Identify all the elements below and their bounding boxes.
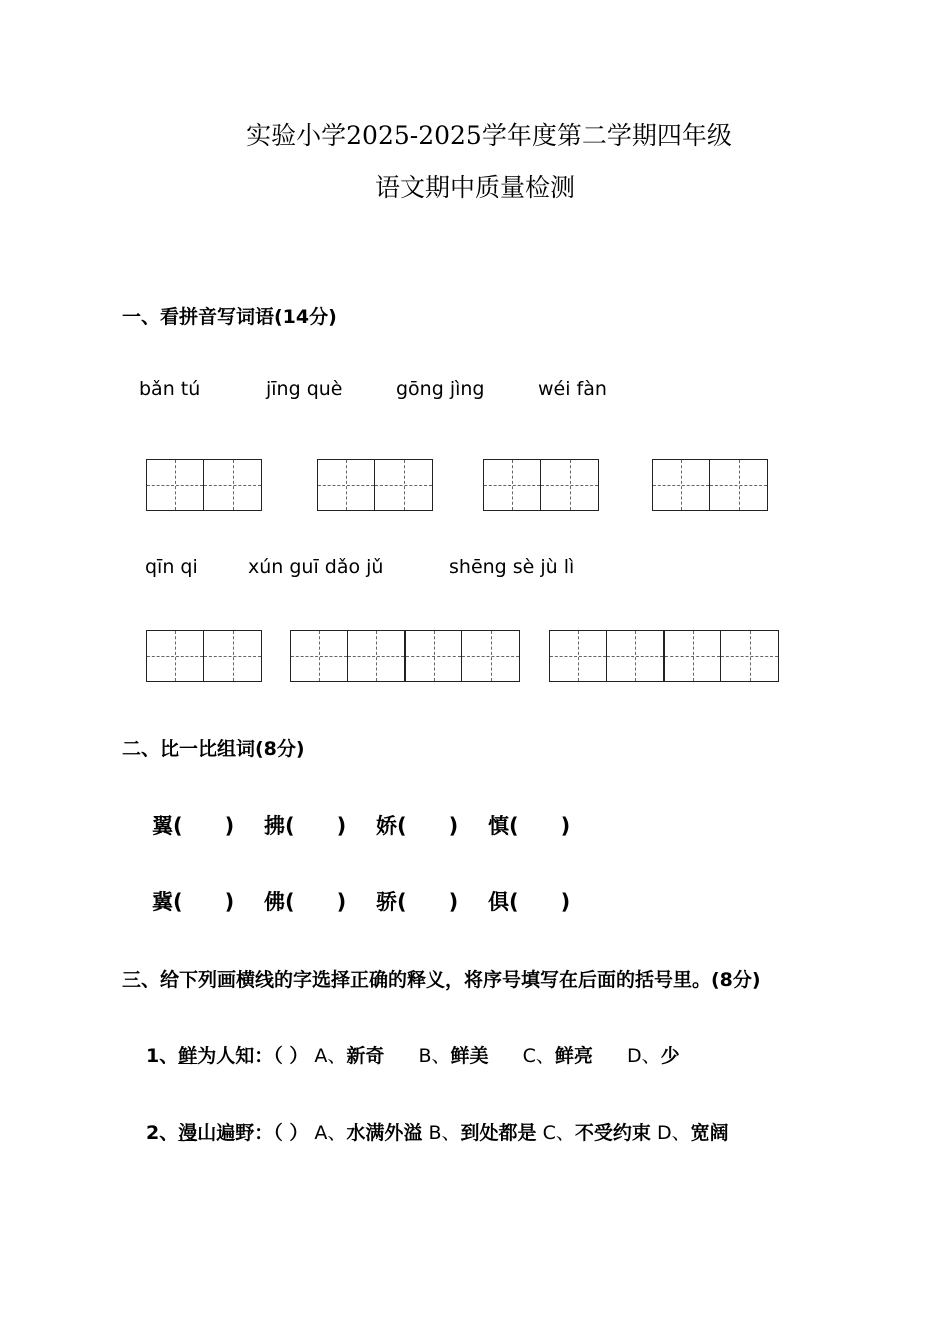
q1-option-d-letter: D、: [626, 1045, 661, 1067]
q2-option-b-letter: B、: [428, 1122, 461, 1144]
compare-item[interactable]: 俱( ): [488, 890, 571, 914]
writing-box[interactable]: [483, 459, 599, 511]
writing-box[interactable]: [317, 459, 433, 511]
compare-item[interactable]: 拂( ): [264, 814, 347, 838]
writing-box[interactable]: [146, 459, 262, 511]
writing-box[interactable]: [290, 630, 520, 682]
section1-heading: 一、看拼音写词语(14分): [122, 306, 337, 328]
q1-option-c-letter: C、: [522, 1045, 555, 1067]
q2-option-d-text: 宽阔: [690, 1122, 729, 1144]
pinyin-1: bǎn tú: [139, 378, 201, 400]
pinyin-4: wéi fàn: [538, 378, 607, 400]
q2-number: 2、: [146, 1122, 179, 1144]
compare-item[interactable]: 冀( ): [152, 890, 235, 914]
q1-option-a-letter: A、: [314, 1045, 347, 1067]
q1-option-c-text: 鲜亮: [554, 1045, 593, 1067]
q2-option-a-letter: A、: [314, 1122, 347, 1144]
compare-item[interactable]: 翼( ): [152, 814, 235, 838]
q1-option-b-text: 鲜美: [450, 1045, 489, 1067]
pinyin-2: jīng què: [266, 378, 343, 400]
writing-box[interactable]: [549, 630, 779, 682]
writing-grid-row-2: [0, 630, 950, 682]
pinyin-3: gōng jìng: [396, 378, 485, 400]
section2-heading: 二、比一比组词(8分): [122, 738, 305, 760]
q2-option-c-text: 不受约束: [574, 1122, 651, 1144]
q2-option-b-text: 到处都是: [460, 1122, 537, 1144]
pinyin-6: xún guī dǎo jǔ: [248, 556, 384, 578]
section3-heading: 三、给下列画横线的字选择正确的释义，将序号填写在后面的括号里。(8分): [122, 969, 761, 991]
pinyin-7: shēng sè jù lì: [449, 556, 575, 578]
writing-box[interactable]: [652, 459, 768, 511]
writing-grid-row-1: [0, 459, 950, 511]
compare-item[interactable]: 佛( ): [264, 890, 347, 914]
pinyin-5: qīn qi: [145, 556, 198, 578]
q2-stem[interactable]: 山遍野：（ ）: [197, 1122, 309, 1144]
compare-row-2: [152, 886, 600, 916]
q2-option-a-text: 水满外溢: [346, 1122, 423, 1144]
q1-option-a-text: 新奇: [346, 1045, 385, 1067]
exam-title-line2: 语文期中质量检测: [374, 173, 575, 202]
q1-number: 1、: [146, 1045, 179, 1067]
q2-underlined-char: 漫: [178, 1122, 198, 1144]
compare-row-1: [152, 810, 600, 840]
q2-option-c-letter: C、: [542, 1122, 575, 1144]
compare-item[interactable]: 骄( ): [376, 890, 459, 914]
exam-title-line1: 实验小学2025-2025学年度第二学期四年级: [246, 121, 732, 150]
compare-item[interactable]: 娇( ): [376, 814, 459, 838]
compare-item[interactable]: 慎( ): [488, 814, 571, 838]
q1-option-d-text: 少: [660, 1045, 680, 1067]
q1-stem[interactable]: 为人知：（ ）: [197, 1045, 309, 1067]
question-1: [146, 1041, 680, 1068]
q2-option-d-letter: D、: [656, 1122, 691, 1144]
writing-box[interactable]: [146, 630, 262, 682]
q1-option-b-letter: B、: [418, 1045, 451, 1067]
question-2: [146, 1118, 729, 1145]
q1-underlined-char: 鲜: [178, 1045, 198, 1067]
